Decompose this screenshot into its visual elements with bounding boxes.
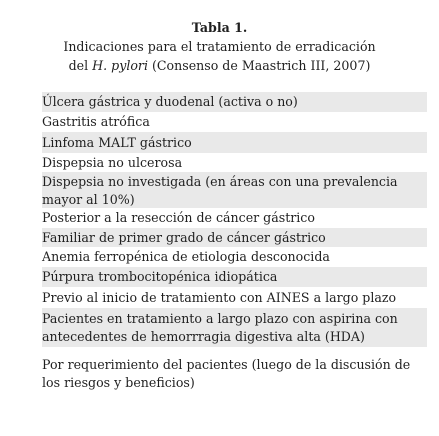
row-text: Dispepsia no ulcerosa — [42, 155, 183, 170]
row-spacer — [42, 347, 427, 355]
table-row — [42, 228, 427, 247]
table-caption — [0, 18, 439, 75]
table-row — [42, 112, 427, 132]
table-row — [42, 132, 427, 153]
row-text: Dispepsia no investigada (en áreas con una prevalencia mayor al 10%) — [42, 174, 398, 207]
table-row — [42, 355, 427, 393]
table-row — [42, 208, 427, 228]
caption-line-2-post: (Consenso de Maastrich III, 2007) — [147, 58, 371, 73]
table-title: Tabla 1. — [191, 20, 248, 35]
caption-line-1: Indicaciones para el tratamiento de erradicación — [63, 39, 376, 54]
row-text: Anemia ferropénica de etiologia desconocida — [42, 249, 330, 264]
caption-species: H. pylori — [92, 58, 148, 73]
caption-line-2 — [0, 56, 439, 75]
table-row — [42, 172, 427, 208]
table-row — [42, 267, 427, 287]
row-text: Úlcera gástrica y duodenal (activa o no) — [42, 94, 298, 109]
row-text: Linfoma MALT gástrico — [42, 135, 192, 150]
table-row — [42, 247, 427, 267]
table-row — [42, 92, 427, 112]
table-row — [42, 153, 427, 172]
row-text: Previo al inicio de tratamiento con AINES a largo plazo — [42, 290, 397, 305]
row-text: Por requerimiento del pacientes (luego de la discusión de los riesgos y beneficios) — [42, 357, 411, 390]
table-row — [42, 308, 427, 347]
row-text: Pacientes en tratamiento a largo plazo con aspirina con antecedentes de hemorrragia digestiva alta (HDA) — [42, 311, 398, 344]
row-text: Púrpura trombocitopénica idiopática — [42, 269, 278, 284]
row-text: Familiar de primer grado de cáncer gástrico — [42, 230, 326, 245]
row-text: Posterior a la resección de cáncer gástrico — [42, 210, 315, 225]
row-text: Gastritis atrófica — [42, 114, 150, 129]
table-row — [42, 287, 427, 308]
caption-line-2-pre: del — [68, 58, 93, 73]
